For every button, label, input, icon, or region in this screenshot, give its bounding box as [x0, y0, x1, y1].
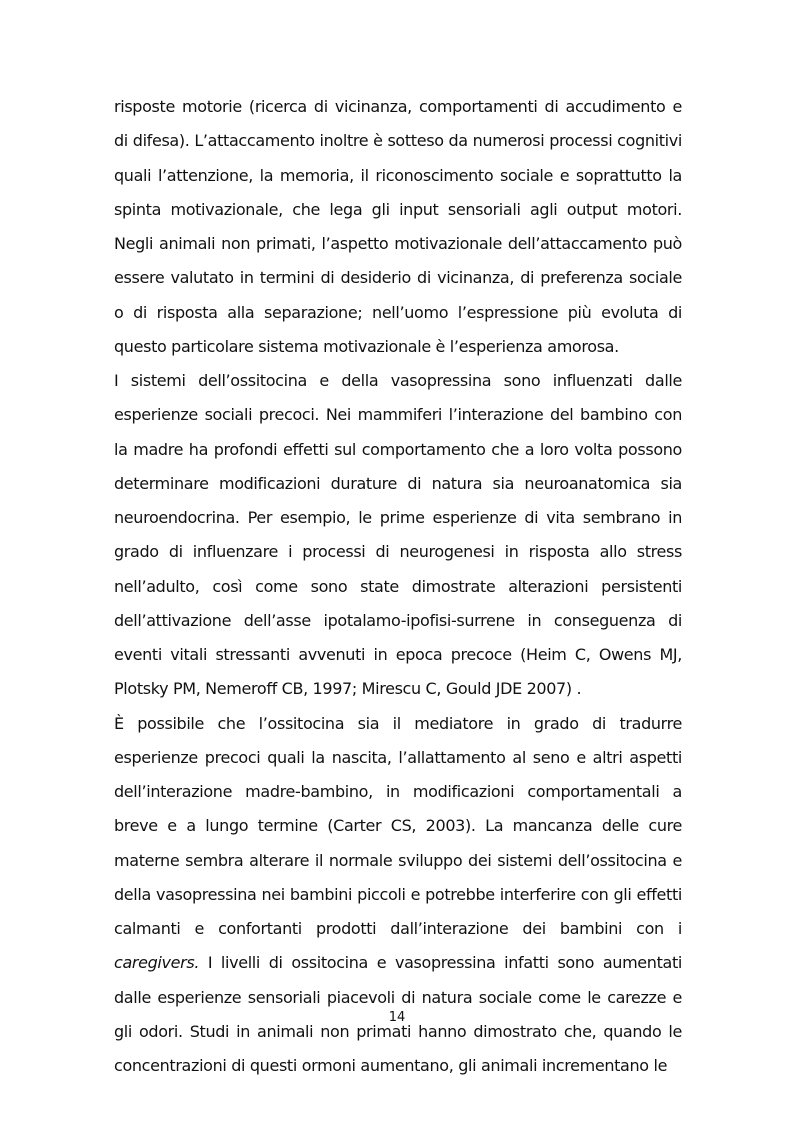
paragraph-text: I livelli di ossitocina e vasopressina infatti sono aumentati dalle esperienze sensoriali piacevoli di natura sociale come le carezze e gli odori. Studi in animali non primati hanno dimostrato che, quando le concentrazioni di questi ormoni aumentano, gli animali incrementano le — [114, 953, 682, 1075]
paragraph: risposte motorie (ricerca di vicinanza, comportamenti di accudimento e di difesa). L’attaccamento inoltre è sotteso da numerosi processi cognitivi quali l’attenzione, la memoria, il riconoscimento sociale e soprattutto la spinta motivazionale, che lega gli input sensoriali agli output motori. Negli animali non primati, l’aspetto motivazionale dell’attaccamento può essere valutato in termini di desiderio di vicinanza, di preferenza sociale o di risposta alla separazione; nell’uomo l’espressione più evoluta di questo particolare sistema motivazionale è l’esperienza amorosa. — [114, 97, 682, 356]
page-number: 14 — [388, 1010, 406, 1025]
paragraph-text: È possibile che l’ossitocina sia il mediatore in grado di tradurre esperienze precoci quali la nascita, l’allattamento al seno e altri aspetti dell’interazione madre-bambino, in modificazioni comportamentali a breve e a lungo termine (Carter CS, 2003). La mancanza delle cure materne sembra alterare il normale sviluppo dei sistemi dell’ossitocina e della vasopressina nei bambini piccoli e potrebbe interferire con gli effetti calmanti e confortanti prodotti dall’interazione dei bambini con i — [114, 713, 682, 938]
document-body — [114, 90, 682, 1083]
paragraph: I sistemi dell’ossitocina e della vasopressina sono influenzati dalle esperienze sociali precoci. Nei mammiferi l’interazione del bambino con la madre ha profondi effetti sul comportamento che a loro volta possono determinare modificazioni durature di natura sia neuroanatomica sia neuroendocrina. Per esempio, le prime esperienze di vita sembrano in grado di influenzare i processi di neurogenesi in risposta allo stress nell’adulto, così come sono state dimostrate alterazioni persistenti dell’attivazione dell’asse ipotalamo-ipofisi-surrene in conseguenza di eventi vitali stressanti avvenuti in epoca precoce (Heim C, Owens MJ, Plotsky PM, Nemeroff CB, 1997; Mirescu C, Gould JDE 2007) . — [114, 371, 682, 699]
paragraph — [114, 707, 682, 1084]
italic-term: caregivers. — [114, 953, 200, 973]
